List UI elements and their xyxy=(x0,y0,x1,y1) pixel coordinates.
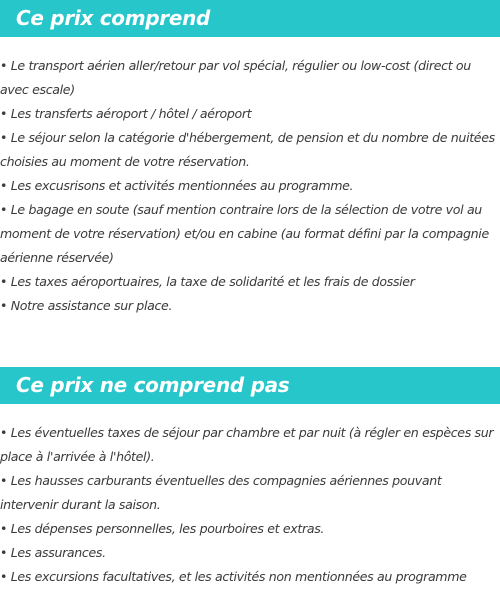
excluded-item-optional-excursions: • Les excursions facultatives, et les activités non mentionnées au programme xyxy=(0,569,467,584)
included-item-stay: • Le séjour selon la catégorie d'hébergement, de pension et du nombre de nuitées choisies au moment de votre réservation. xyxy=(0,130,495,169)
excluded-item-stay-taxes: • Les éventuelles taxes de séjour par chambre et par nuit (à régler en espèces sur place à l'arrivée à l'hôtel). xyxy=(0,425,494,464)
excluded-heading: Ce prix ne comprend pas xyxy=(0,367,500,404)
included-item-transfers: • Les transferts aéroport / hôtel / aéroport xyxy=(0,106,252,121)
included-item-excursions: • Les excusrisons et activités mentionnées au programme. xyxy=(0,178,354,193)
included-item-taxes: • Les taxes aéroportuaires, la taxe de solidarité et les frais de dossier xyxy=(0,274,415,289)
excluded-section xyxy=(0,367,500,589)
excluded-item-fuel: • Les hausses carburants éventuelles des compagnies aériennes pouvant intervenir durant la saison. xyxy=(0,473,442,512)
included-list xyxy=(0,54,500,318)
included-item-assistance: • Notre assistance sur place. xyxy=(0,298,173,313)
included-heading: Ce prix comprend xyxy=(0,0,500,37)
included-item-transport: • Le transport aérien aller/retour par vol spécial, régulier ou low-cost (direct ou avec escale) xyxy=(0,58,471,97)
excluded-item-insurance: • Les assurances. xyxy=(0,545,106,560)
excluded-item-personal-expenses: • Les dépenses personnelles, les pourboires et extras. xyxy=(0,521,325,536)
excluded-list xyxy=(0,421,500,589)
included-item-baggage: • Le bagage en soute (sauf mention contraire lors de la sélection de votre vol au moment de votre réservation) et/ou en cabine (au format défini par la compagnie aérienne réservée) xyxy=(0,202,489,265)
